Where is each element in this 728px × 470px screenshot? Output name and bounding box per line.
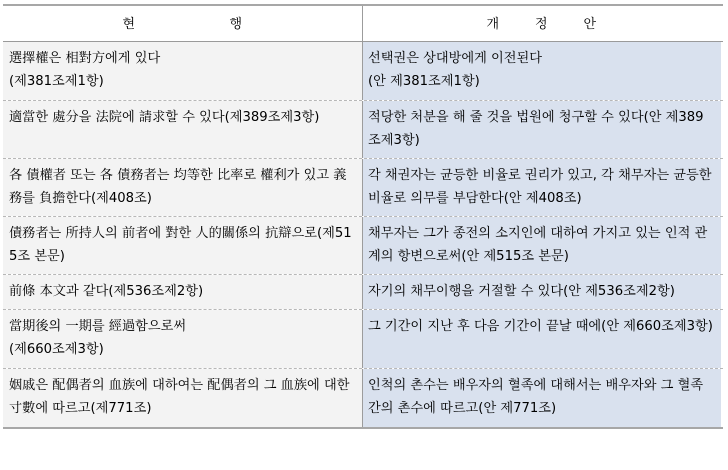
current-text-cell: 債務者는 所持人의 前者에 對한 人的關係의 抗辯으로(제515조 본문) xyxy=(3,217,363,274)
table-row xyxy=(3,274,723,309)
proposed-text-cell: 적당한 처분을 해 줄 것을 법원에 청구할 수 있다(안 제389조제3항) xyxy=(363,101,721,158)
current-text-cell: 前條 本文과 같다(제536조제2항) xyxy=(3,275,363,309)
current-text-line-2: (제381조제1항) xyxy=(9,74,104,89)
header-current-char-1: 현 xyxy=(122,16,136,32)
proposed-text-cell: 각 채권자는 균등한 비율로 권리가 있고, 각 채무자는 균등한 비율로 의무를 부담한다(안 제408조) xyxy=(363,159,721,216)
proposed-text-cell: 인척의 촌수는 배우자의 혈족에 대해서는 배우자와 그 혈족 간의 촌수에 따르고(안 제771조) xyxy=(363,369,721,427)
proposed-text-line-1: 선택권은 상대방에게 이전된다 xyxy=(368,51,542,66)
current-text-line-2: (제660조제3항) xyxy=(9,342,104,357)
table-row xyxy=(3,309,723,368)
current-text-cell: 各 債權者 또는 各 債務者는 均等한 比率로 權利가 있고 義務를 負擔한다(제408조) xyxy=(3,159,363,216)
current-text-line-1: 選擇權은 相對方에게 있다 xyxy=(9,51,161,66)
header-proposed-char-2: 정 xyxy=(534,16,549,32)
header-current-char-2: 행 xyxy=(229,16,243,32)
current-text-cell xyxy=(3,310,363,368)
proposed-text-cell: 채무자는 그가 종전의 소지인에 대하여 가지고 있는 인적 관계의 항변으로써(안 제515조 본문) xyxy=(363,217,721,274)
proposed-text-line-2: (안 제381조제1항) xyxy=(368,74,480,89)
current-text-cell: 適當한 處分을 法院에 請求할 수 있다(제389조제3항) xyxy=(3,101,363,158)
header-current xyxy=(3,6,363,41)
proposed-text-cell: 그 기간이 지난 후 다음 기간이 끝날 때에(안 제660조제3항) xyxy=(363,310,721,368)
table-row xyxy=(3,368,723,427)
table-row xyxy=(3,42,723,100)
table-row xyxy=(3,158,723,216)
comparison-table xyxy=(3,4,723,429)
proposed-text-cell xyxy=(363,42,721,100)
current-text-cell: 姻戚은 配偶者의 血族에 대하여는 配偶者의 그 血族에 대한 寸數에 따르고(제771조) xyxy=(3,369,363,427)
header-proposed xyxy=(363,6,721,41)
current-text-cell xyxy=(3,42,363,100)
header-proposed-char-1: 개 xyxy=(486,16,500,32)
current-text-line-1: 當期後의 一期를 經過함으로써 xyxy=(9,319,187,334)
proposed-text-cell: 자기의 채무이행을 거절할 수 있다(안 제536조제2항) xyxy=(363,275,721,309)
table-row xyxy=(3,216,723,274)
table-header-row xyxy=(3,6,723,42)
table-row xyxy=(3,100,723,158)
header-proposed-char-3: 안 xyxy=(583,16,597,32)
